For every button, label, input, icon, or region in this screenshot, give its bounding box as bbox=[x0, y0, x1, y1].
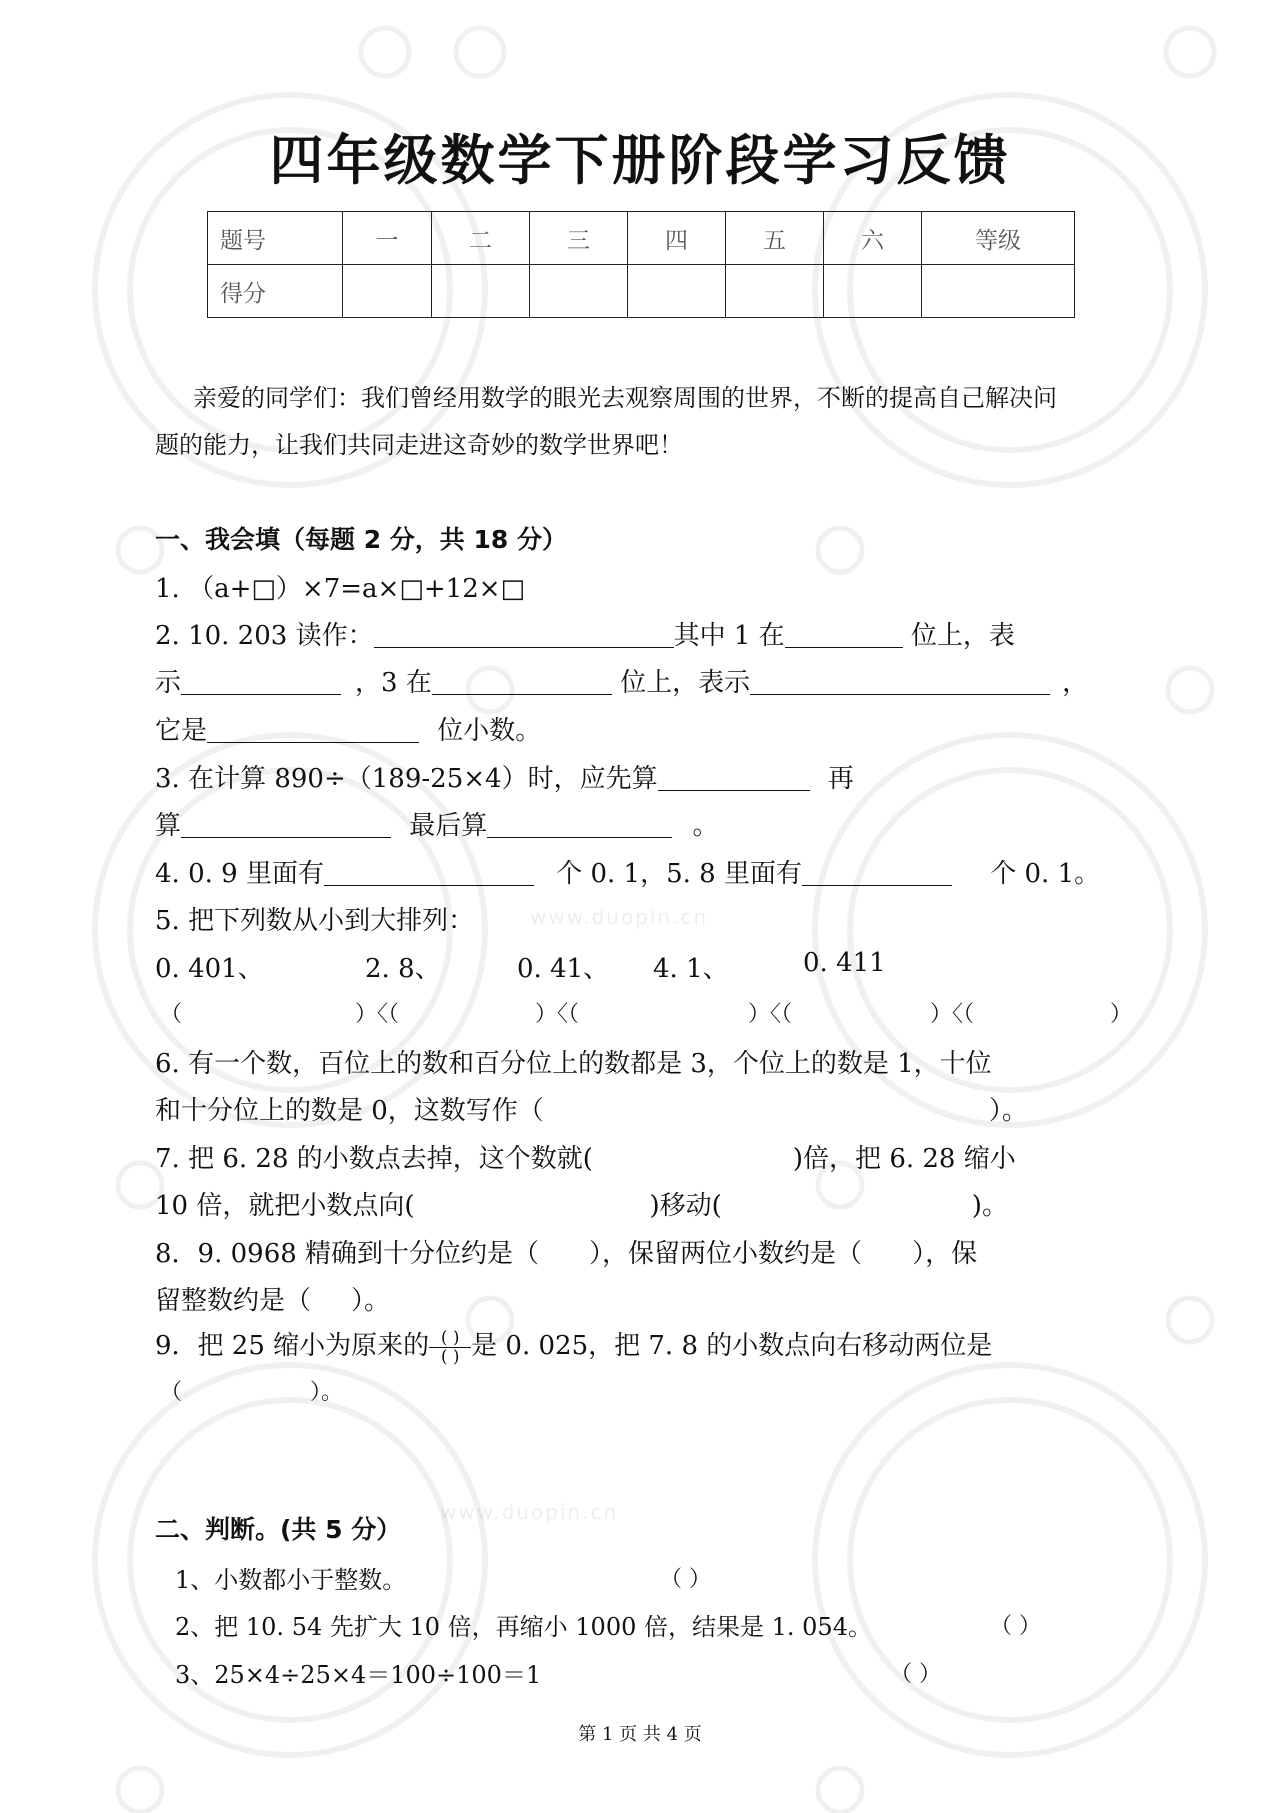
q5-number: 0. 411 bbox=[803, 948, 886, 978]
q9-fraction-blank[interactable] bbox=[429, 1327, 471, 1367]
score-cell[interactable] bbox=[628, 265, 726, 318]
q5-number: 0. 401、 bbox=[155, 954, 264, 984]
score-table-header-cell: 三 bbox=[530, 212, 628, 265]
q3-answer-blank[interactable] bbox=[658, 764, 810, 791]
q9-text: 9．把 25 缩小为原来的 bbox=[155, 1331, 430, 1361]
judge-item: 1、小数都小于整数。 bbox=[175, 1566, 407, 1594]
question-8-line2 bbox=[155, 1280, 390, 1317]
q8-text: 留整数约是（ bbox=[155, 1286, 312, 1316]
q6-text: 和十分位上的数是 0，这数写作（ bbox=[155, 1096, 544, 1126]
q3-answer-blank[interactable] bbox=[487, 811, 672, 838]
judge-answer-paren[interactable]: （ ） bbox=[890, 1662, 941, 1687]
score-table-header-cell: 四 bbox=[628, 212, 726, 265]
question-3-line1 bbox=[155, 758, 854, 795]
question-4 bbox=[155, 853, 1100, 890]
question-7-line1 bbox=[155, 1138, 1016, 1175]
q5-order-paren: ）〈（ bbox=[535, 1002, 580, 1027]
q5-number: 2. 8、 bbox=[365, 954, 441, 984]
section2-heading: 二、判断。(共 5 分） bbox=[155, 1515, 402, 1544]
judge-answer-paren[interactable]: （ ） bbox=[990, 1614, 1041, 1639]
watermark-url: www.duopin.cn bbox=[530, 905, 709, 929]
question-2-line3 bbox=[155, 710, 541, 747]
q2-answer-blank[interactable] bbox=[785, 621, 903, 648]
q6-text: ）。 bbox=[988, 1096, 1028, 1126]
score-cell[interactable] bbox=[530, 265, 628, 318]
q2-text: ，3 在 bbox=[355, 668, 432, 698]
q2-text: 2. 10. 203 读作： bbox=[155, 621, 374, 651]
q3-text: 再 bbox=[819, 764, 854, 794]
watermark-url: www.duopin.cn bbox=[440, 1500, 619, 1524]
q2-text: 位上，表示 bbox=[611, 668, 751, 698]
q5-number: 0. 41、 bbox=[517, 954, 610, 984]
q4-answer-blank[interactable] bbox=[802, 859, 952, 886]
question-6-line1: 6. 有一个数，百位上的数和百分位上的数都是 3，个位上的数是 1，十位 bbox=[155, 1049, 992, 1079]
q8-text: ），保留两位小数约是（ bbox=[589, 1239, 863, 1269]
q3-text: 最后算 bbox=[401, 811, 488, 841]
intro-line: 题的能力，让我们共同走进这奇妙的数学世界吧！ bbox=[155, 431, 683, 459]
score-table-header-cell: 一 bbox=[343, 212, 432, 265]
q9-text: （ bbox=[160, 1380, 183, 1405]
q2-text: 其中 1 在 bbox=[673, 621, 785, 651]
question-9-line2 bbox=[160, 1375, 343, 1406]
question-2-line1 bbox=[155, 615, 1015, 652]
question-2-line2 bbox=[155, 662, 1088, 699]
q5-order-paren: （ bbox=[160, 1002, 183, 1027]
q8-text: ），保 bbox=[912, 1239, 978, 1269]
judge-answer-paren[interactable]: （ ） bbox=[660, 1567, 711, 1592]
score-cell[interactable] bbox=[824, 265, 922, 318]
q4-text: 个 0. 1，5. 8 里面有 bbox=[547, 859, 802, 889]
page-title: 四年级数学下册阶段学习反馈 bbox=[269, 129, 1011, 192]
score-cell[interactable] bbox=[922, 265, 1075, 318]
score-cell[interactable] bbox=[726, 265, 824, 318]
question-9-line1 bbox=[155, 1325, 993, 1367]
intro-line: 亲爱的同学们：我们曾经用数学的眼光去观察周围的世界，不断的提高自己解决问 bbox=[193, 384, 1057, 412]
q3-answer-blank[interactable] bbox=[181, 811, 391, 838]
q9-text: 是 0. 025，把 7. 8 的小数点向右移动两位是 bbox=[471, 1331, 993, 1361]
q5-order-paren: ）〈（ bbox=[748, 1002, 793, 1027]
q4-text: 4. 0. 9 里面有 bbox=[155, 859, 324, 889]
q4-text: 个 0. 1。 bbox=[981, 859, 1101, 889]
q4-answer-blank[interactable] bbox=[324, 859, 534, 886]
question-6-line2 bbox=[155, 1090, 1028, 1127]
judge-item: 2、把 10. 54 先扩大 10 倍，再缩小 1000 倍，结果是 1. 054。 bbox=[175, 1613, 872, 1641]
score-table-header-cell: 六 bbox=[824, 212, 922, 265]
q7-text: )移动( bbox=[649, 1191, 722, 1221]
question-8-line1 bbox=[155, 1233, 977, 1270]
score-table-header-cell: 等级 bbox=[922, 212, 1075, 265]
score-table-header-cell: 二 bbox=[432, 212, 530, 265]
q8-text: ）。 bbox=[351, 1286, 391, 1316]
q2-answer-blank[interactable] bbox=[374, 621, 674, 648]
question-1: 1. （a+□）×7=a×□+12×□ bbox=[155, 574, 526, 604]
q9-text: ）。 bbox=[310, 1380, 344, 1405]
q7-text: )倍，把 6. 28 缩小 bbox=[792, 1144, 1016, 1174]
judge-item: 3、25×4÷25×4＝100÷100＝1 bbox=[175, 1661, 542, 1689]
q5-number: 4. 1、 bbox=[653, 954, 729, 984]
score-table-header-cell: 五 bbox=[726, 212, 824, 265]
score-table bbox=[207, 211, 1075, 318]
score-table-row-label: 得分 bbox=[208, 265, 343, 318]
question-5-stem: 5. 把下列数从小到大排列： bbox=[155, 906, 475, 936]
q3-text: 3. 在计算 890÷（189-25×4）时，应先算 bbox=[155, 764, 658, 794]
fraction-numerator: ( ) bbox=[440, 1327, 460, 1348]
q2-text: ， bbox=[1062, 668, 1089, 698]
score-table-score-row bbox=[208, 265, 1075, 318]
q7-text: 10 倍，就把小数点向( bbox=[155, 1191, 415, 1221]
q8-text: 8．9. 0968 精确到十分位约是（ bbox=[155, 1239, 540, 1269]
q2-answer-blank[interactable] bbox=[181, 668, 341, 695]
q5-order-paren: ） bbox=[1110, 1002, 1133, 1027]
q2-text: 位上，表 bbox=[902, 621, 1015, 651]
q5-order-paren: ）〈（ bbox=[930, 1002, 975, 1027]
question-3-line2 bbox=[155, 805, 719, 842]
q2-text: 位小数。 bbox=[429, 716, 542, 746]
fraction-denominator: ( ) bbox=[440, 1346, 460, 1367]
question-7-line2 bbox=[155, 1185, 1008, 1222]
q2-text: 示 bbox=[155, 668, 182, 698]
score-cell[interactable] bbox=[432, 265, 530, 318]
q3-text: 。 bbox=[684, 811, 719, 841]
q3-text: 算 bbox=[155, 811, 182, 841]
section1-heading: 一、我会填（每题 2 分，共 18 分） bbox=[155, 525, 568, 554]
page-footer: 第 1 页 共 4 页 bbox=[578, 1724, 702, 1745]
score-table-header-cell: 题号 bbox=[208, 212, 343, 265]
q2-answer-blank[interactable] bbox=[750, 668, 1050, 695]
q2-answer-blank[interactable] bbox=[207, 716, 419, 743]
q5-order-paren: ）〈（ bbox=[355, 1002, 400, 1027]
q2-answer-blank[interactable] bbox=[432, 668, 612, 695]
score-table-header-row bbox=[208, 212, 1075, 265]
q7-text: 7. 把 6. 28 的小数点去掉，这个数就( bbox=[155, 1144, 593, 1174]
q2-text: 它是 bbox=[155, 716, 208, 746]
q7-text: )。 bbox=[971, 1191, 1008, 1221]
score-cell[interactable] bbox=[343, 265, 432, 318]
